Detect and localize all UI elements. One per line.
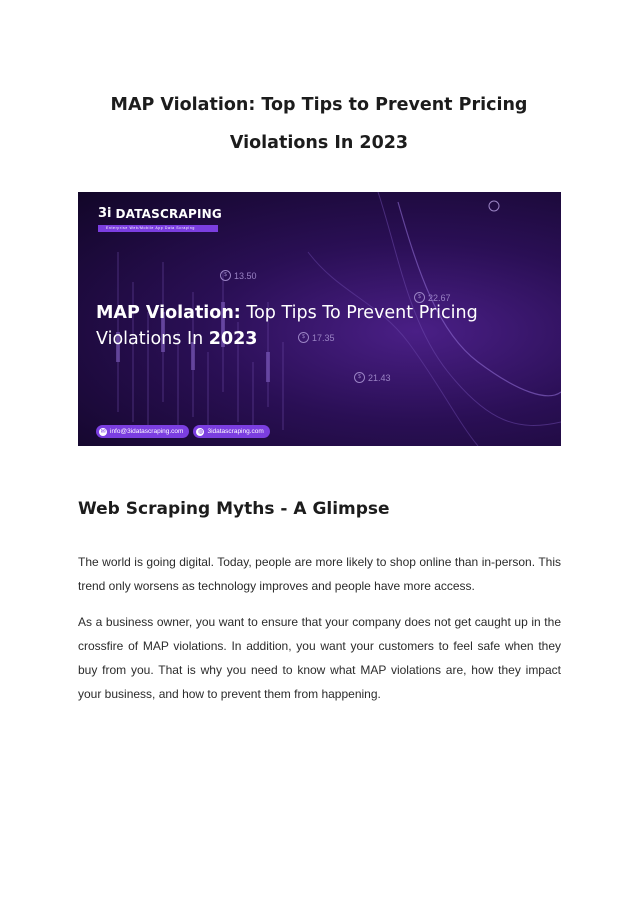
section-heading: Web Scraping Myths - A Glimpse <box>78 499 390 519</box>
banner-heading: MAP Violation: Top Tips To Prevent Pricing Violations In 2023 <box>96 303 478 349</box>
globe-icon: ◍ <box>197 428 204 435</box>
brand-logo <box>98 206 222 221</box>
website-pill: ◍ 3idatascraping.com <box>193 425 269 438</box>
body-paragraph: As a business owner, you want to ensure that your company does not get caught up in the crossfire of MAP violations. In addition, you want your customers to feel safe when they buy from you. That is why you need to know what MAP violations are, how they impact your business, and how to prevent them from happening. <box>78 615 561 701</box>
dollar-icon: $ <box>298 332 309 343</box>
body-paragraph: The world is going digital. Today, people are more likely to shop online than in-person. This trend only worsens as technology improves and people have more access. <box>78 555 561 593</box>
email-pill: ✉ info@3idatascraping.com <box>96 425 189 438</box>
dollar-icon: $ <box>414 292 425 303</box>
dollar-icon: $ <box>220 270 231 281</box>
price-tag: $ 22.67 <box>414 292 451 303</box>
logo-mark: 3i <box>98 206 112 221</box>
price-tag: $ 21.43 <box>354 372 391 383</box>
price-tag: $ 13.50 <box>220 270 257 281</box>
logo-text: DATASCRAPING <box>115 206 222 221</box>
contact-row <box>96 425 270 438</box>
mail-icon: ✉ <box>100 428 106 435</box>
logo-tagline: Enterprise Web/Mobile App Data Scraping <box>98 225 218 232</box>
document-title: MAP Violation: Top Tips to Prevent Pricing Violations In 2023 <box>110 95 528 153</box>
hero-banner-image <box>78 192 561 446</box>
price-tag: $ 17.35 <box>298 332 335 343</box>
dollar-icon: $ <box>354 372 365 383</box>
